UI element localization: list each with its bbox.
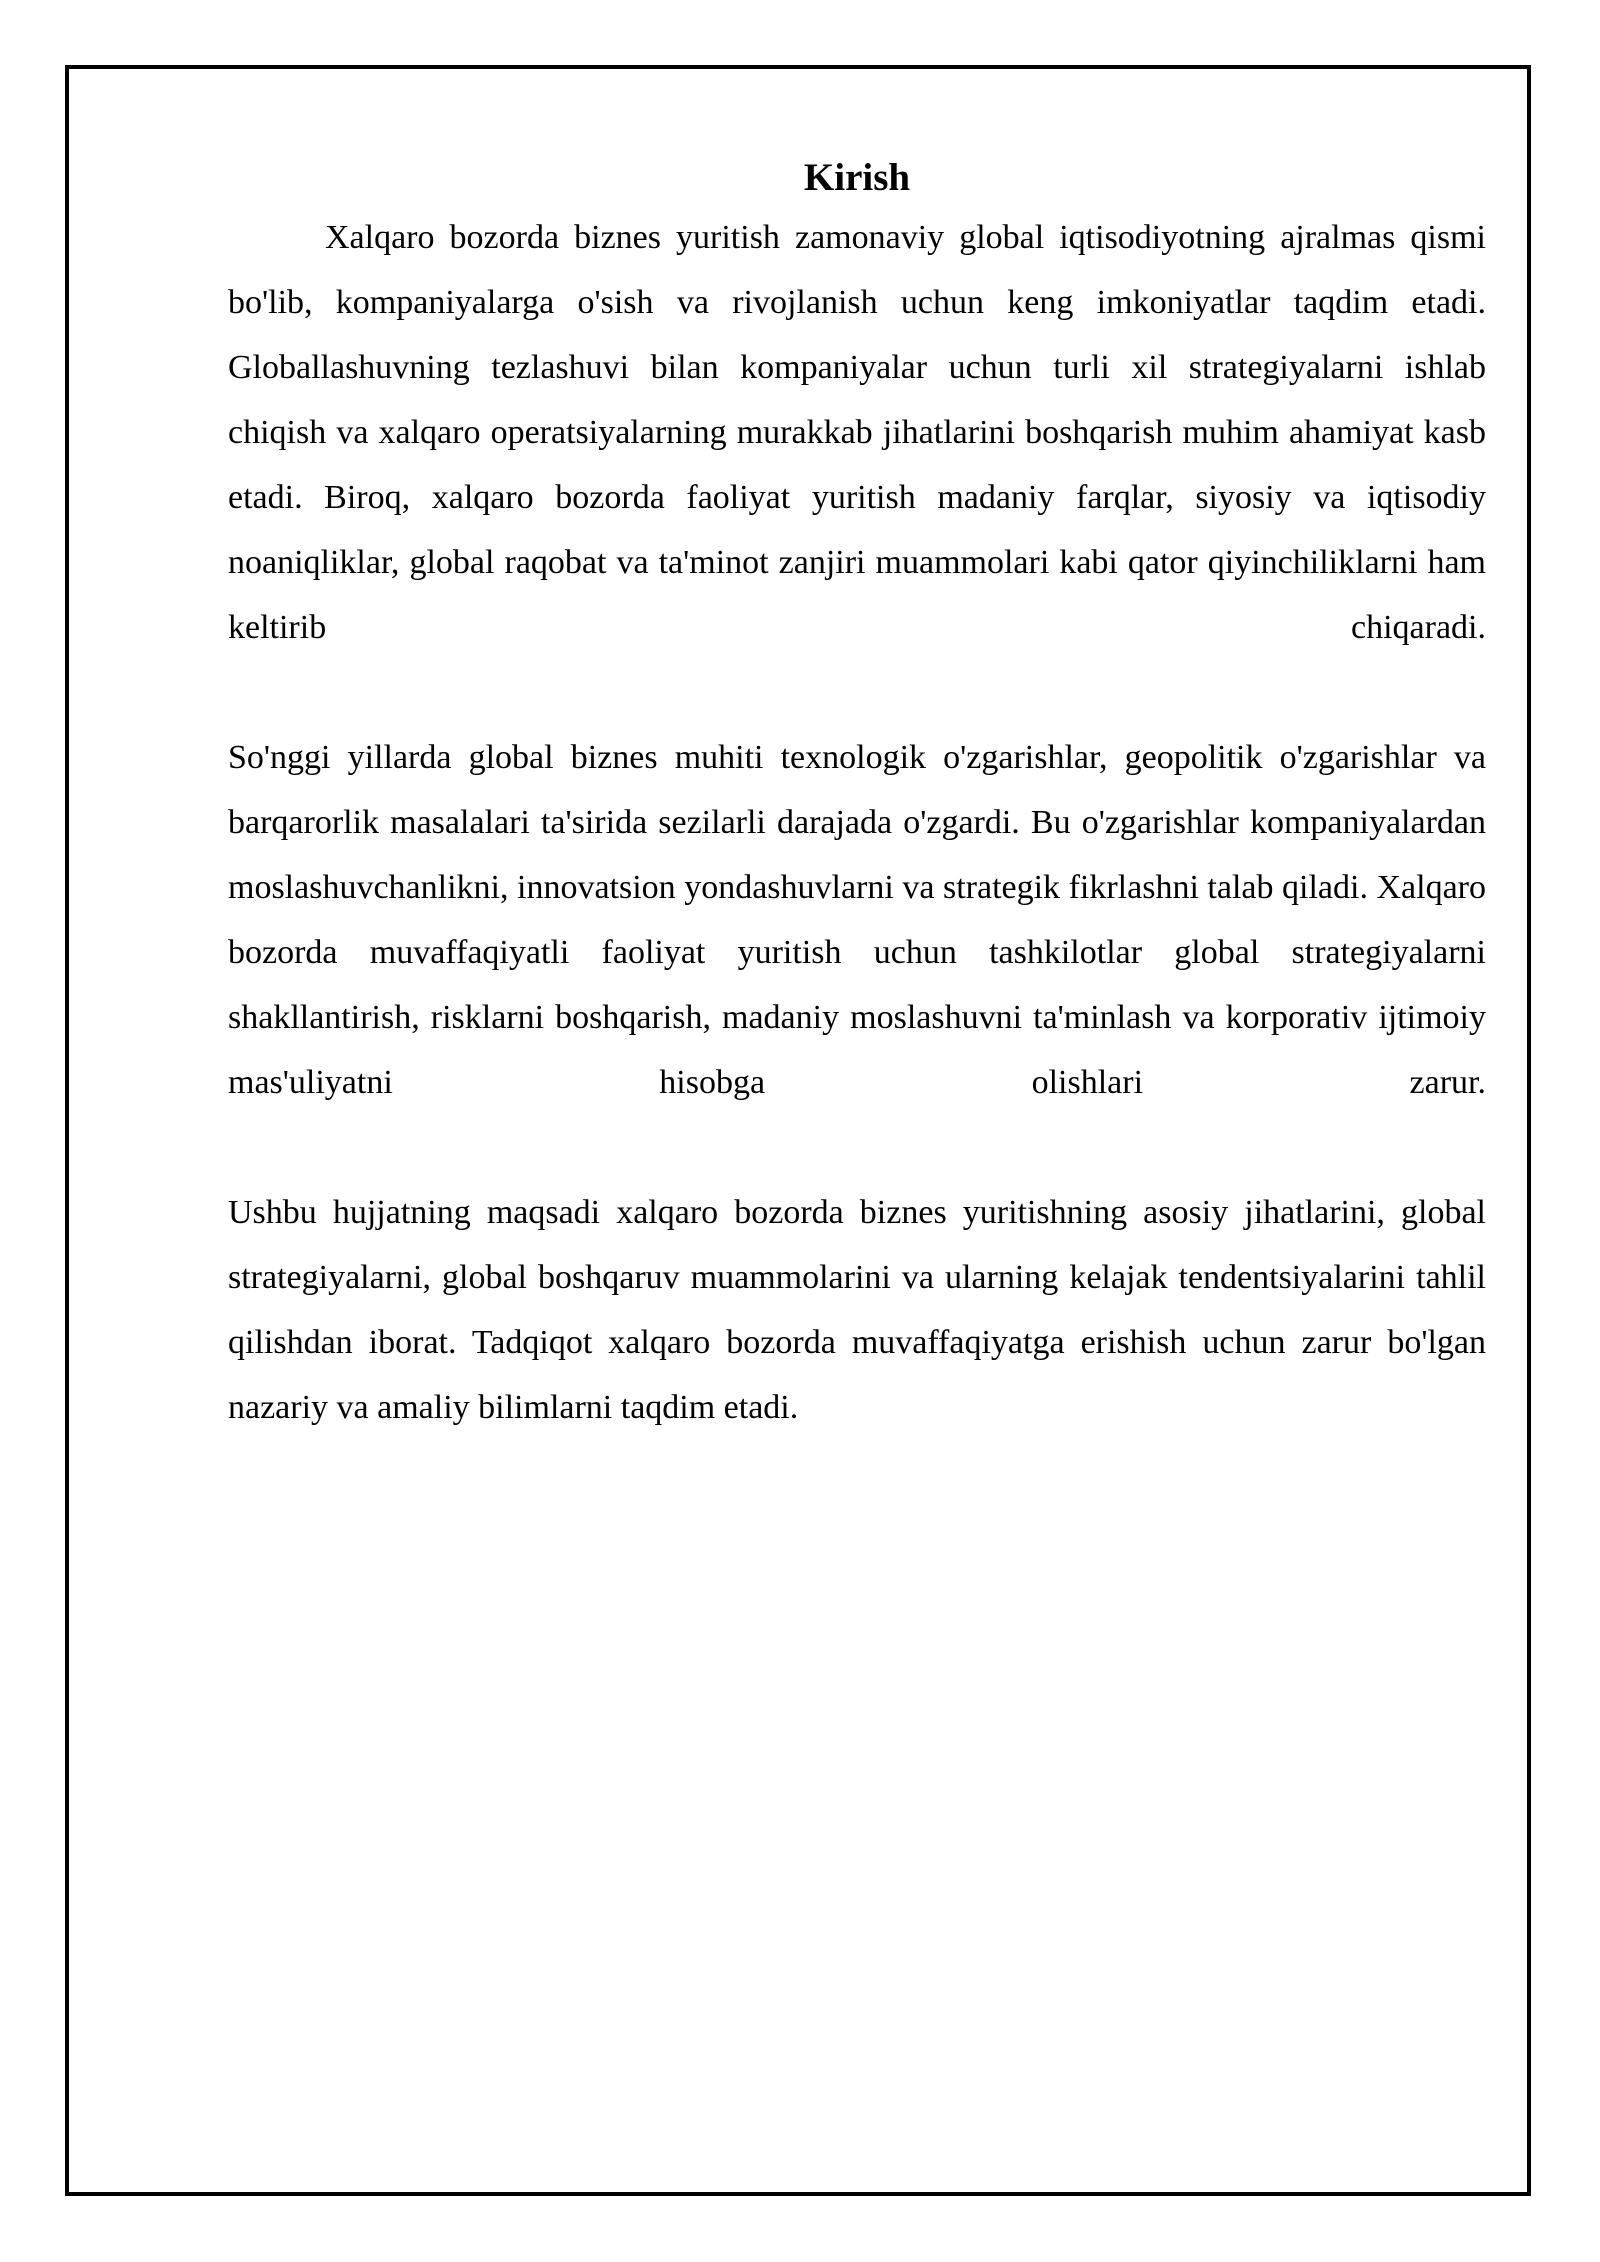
document-body — [228, 150, 1486, 1440]
paragraph-spacer — [228, 660, 1486, 725]
paragraph-3: Ushbu hujjatning maqsadi xalqaro bozorda biznes yuritishning asosiy jihatlarini, global strategiyalarni, global boshqaruv muammolarini va ularning kelajak tendentsiyalarini tahlil qilishdan iborat. Tadqiqot xalqaro bozorda muvaffaqiyatga erishish uchun zarur bo'lgan nazariy va amaliy bilimlarni taqdim etadi. — [228, 1194, 1486, 1426]
paragraph-2: So'nggi yillarda global biznes muhiti texnologik o'zgarishlar, geopolitik o'zgarishlar va barqarorlik masalalari ta'sirida sezilarli darajada o'zgardi. Bu o'zgarishlar kompaniyalardan moslashuvchanlikni, innovatsion yondashuvlarni va strategik fikrlashni talab qiladi. Xalqaro bozorda muvaffaqiyatli faoliyat yuritish uchun tashkilotlar global strategiyalarni shakllantirish, risklarni boshqarish, madaniy moslashuvni ta'minlash va korporativ ijtimoiy mas'uliyatni hisobga olishlari zarur. — [228, 739, 1486, 1101]
paragraph-spacer — [228, 1115, 1486, 1180]
paragraph-1: Xalqaro bozorda biznes yuritish zamonaviy global iqtisodiyotning ajralmas qismi bo'lib, kompaniyalarga o'sish va rivojlanish uchun keng imkoniyatlar taqdim etadi. Globallashuvning tezlashuvi bilan kompaniyalar uchun turli xil strategiyalarni ishlab chiqish va xalqaro operatsiyalarning murakkab jihatlarini boshqarish muhim ahamiyat kasb etadi. Biroq, xalqaro bozorda faoliyat yuritish madaniy farqlar, siyosiy va iqtisodiy noaniqliklar, global raqobat va ta'minot zanjiri muammolari kabi qator qiyinchiliklarni ham keltirib chiqaradi. — [228, 219, 1486, 646]
document-title: Kirish — [803, 156, 911, 199]
